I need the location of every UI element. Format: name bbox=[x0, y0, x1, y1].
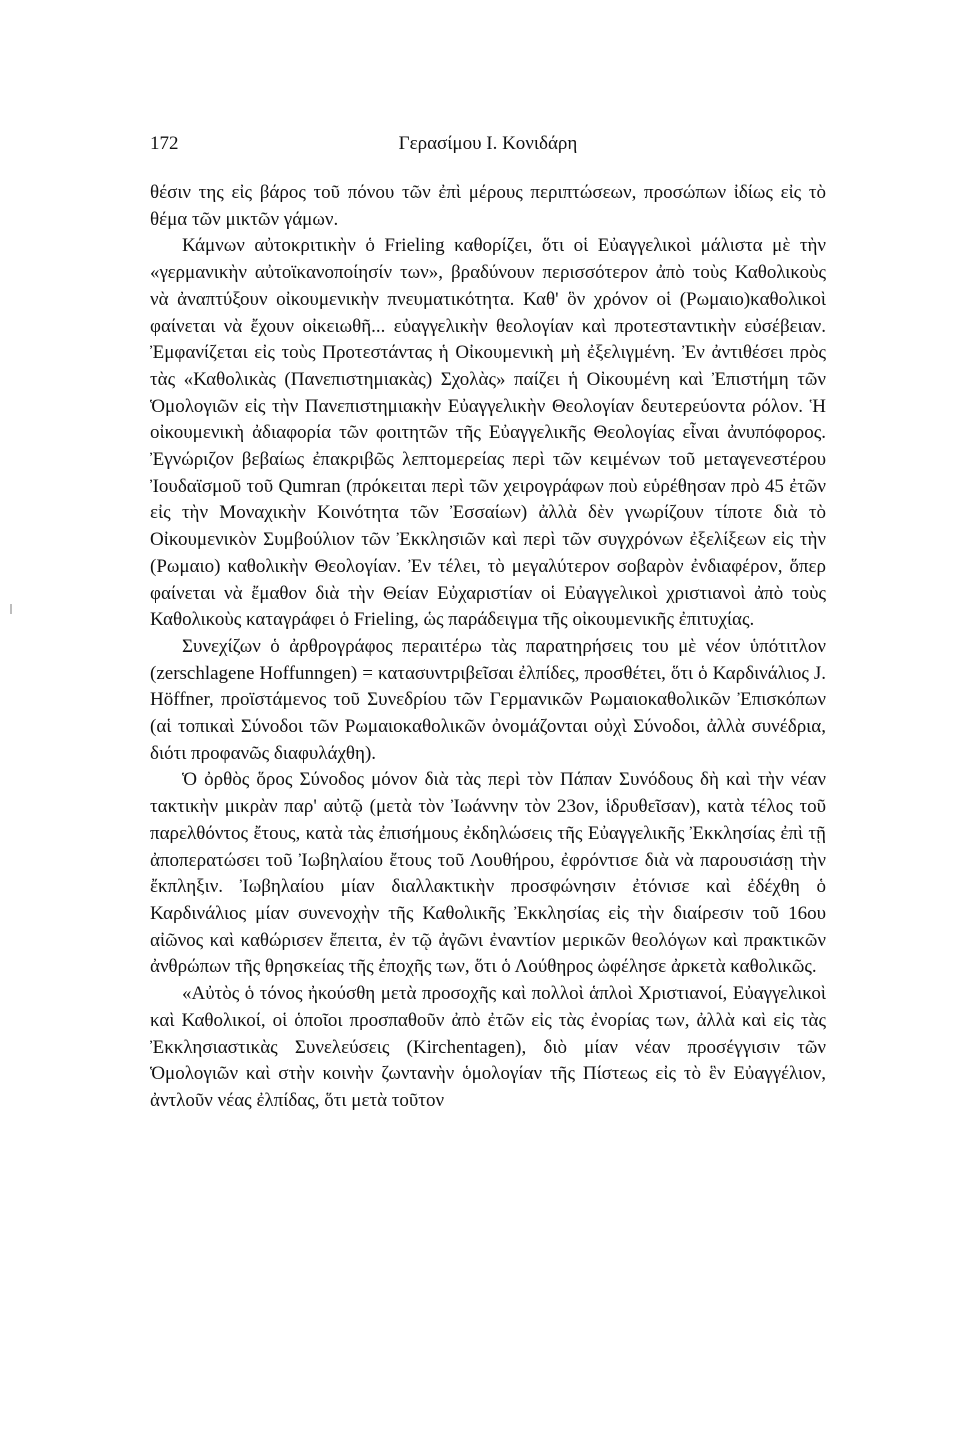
body-text bbox=[150, 180, 826, 1115]
scan-speck bbox=[10, 604, 12, 614]
paragraph-quote: «Αὐτὸς ὁ τόνος ἠκούσθη μετὰ προσοχῆς καὶ πολλοὶ ἁπλοὶ Χριστιανοί, Εὐαγγελικοὶ καὶ Καθολικοί, οἱ ὁποῖοι προσπαθοῦν ἀπὸ ἐτῶν εἰς τὰς ἐνορίας των, ἀλλὰ καὶ εἰς τὰς Ἐκκλησιαστικὰς Συνελεύσεις (Kirchentagen), διὸ μίαν νέαν προσέγγισιν τῶν Ὁμολογιῶν καὶ στὴν κοινὴν ζωντανὴν ὁμολογίαν τῆς Πίστεως εἰς τὸ ἓν Εὐαγγέλιον, ἀντλοῦν νέας ἐλπίδας, ὅτι μετὰ τοῦτον bbox=[150, 983, 826, 1111]
paragraph-hoffner: Συνεχίζων ὁ ἀρθρογράφος περαιτέρω τὰς παρατηρήσεις του μὲ νέον ὑπότιτλον (zerschlagene Hoffunngen) = κατασυντριβεῖσαι ἐλπίδες, προσθέτει, ὅτι ὁ Καρδινάλιος J. Höffner, προϊστάμενος τοῦ Συνεδρίου τῶν Γερμανικῶν Ρωμαιοκαθολικῶν Ἐπισκόπων (αἱ τοπικαὶ Σύνοδοι τῶν Ρωμαιοκαθολικῶν ὀνομάζονται οὐχὶ Σύνοδοι, ἀλλὰ συνέδρια, διότι προφανῶς διαφυλάχθη). bbox=[150, 635, 826, 764]
book-page bbox=[150, 128, 826, 1115]
paragraph-frieling: Κάμνων αὐτοκριτικὴν ὁ Frieling καθορίζει, ὅτι οἱ Εὐαγγελικοὶ μάλιστα μὲ τὴν «γερμανικὴν αὐτοϊκανοποίησίν των», βραδύνουν περισσότερον ἀπὸ τοὺς Καθολικοὺς νὰ ἀναπτύξουν οἰκουμενικὴν πνευματικότητα. Καθ' ὃν χρόνον οἱ (Ρωμαιο)καθολικοὶ φαίνεται νὰ ἔχουν οἰκειωθῆ... εὐαγγελικὴν θεολογίαν καὶ προτεσταντικὴν εὐσέβειαν. Ἐμφανίζεται εἰς τοὺς Προτεστάντας ἡ Οἰκουμενικὴ μὴ ἐξελιγμένη. Ἐν ἀντιθέσει πρὸς τὰς «Καθολικὰς (Πανεπιστημιακὰς) Σχολὰς» παίζει ἡ Οἰκουμένη καὶ Ἐπιστήμη τῶν Ὁμολογιῶν εἰς τὴν Πανεπιστημιακὴν Εὐαγγελικὴν Θεολογίαν δευτερεύοντα ρόλον. Ἡ οἰκουμενικὴ ἀδιαφορία τῶν φοιτητῶν τῆς Εὐαγγελικῆς Θεολογίας εἶναι ἀνυπόφορος. Ἐγνώριζον βεβαίως ἐπακριβῶς λεπτομερείας περὶ τῶν κειμένων τοῦ μεταγενεστέρου Ἰουδαϊσμοῦ τοῦ Qumran (πρόκειται περὶ τῶν χειρογράφων ποὺ εὑρέθησαν πρὸ 45 ἐτῶν εἰς τὴν Μοναχικὴν Κοινότητα τῶν Ἐσσαίων) ἀλλὰ δὲν γνωρίζουν τίποτε διὰ τὸ Οἰκουμενικὸν Συμβούλιον τῶν Ἐκκλησιῶν καὶ περὶ τῶν συγχρόνων ἐξελίξεων εἰς τὴν (Ρωμαιο) καθολικὴν Θεολογίαν. Ἐν τέλει, τὸ μεγαλύτερον σοβαρὸν ἐνδιαφέρον, ὅπερ φαίνεται νὰ ἔμαθον διὰ τὴν Θείαν Εὐχαριστίαν οἱ Εὐαγγελικοὶ χριστιανοὶ ἀπὸ τοὺς Καθολικοὺς καταγράφει ὁ Frieling, ὡς παράδειγμα τῆς οἰκουμενικῆς ἐπιτυχίας. bbox=[150, 235, 826, 631]
running-title: Γερασίμου Ι. Κονιδάρη bbox=[398, 133, 578, 154]
running-header bbox=[150, 128, 826, 160]
paragraph-continuation: θέσιν της εἰς βάρος τοῦ πόνου τῶν ἐπὶ μέρους περιπτώσεων, προσώπων ἰδίως εἰς τὸ θέμα τῶν μικτῶν γάμων. bbox=[150, 182, 826, 230]
paragraph-synod: Ὁ ὀρθὸς ὅρος Σύνοδος μόνον διὰ τὰς περὶ τὸν Πάπαν Συνόδους δὴ καὶ τὴν νέαν τακτικὴν μικρὰν παρ' αὐτῷ (μετὰ τὸν Ἰωάννην τὸν 23ον, ἱδρυθεῖσαν), κατὰ τέλος τοῦ παρελθόντος ἔτους, κατὰ τὰς ἐπισήμους ἐκδηλώσεις τῆς Εὐαγγελικῆς Ἐκκλησίας ἐπὶ τῇ ἀποπερατώσει τοῦ Ἰωβηλαίου ἔτους τοῦ Λουθήρου, ἐφρόντισε διὰ νὰ παρουσιάσῃ τὴν ἔκπληξιν. Ἰωβηλαίου μίαν διαλλακτικὴν προσφώνησιν ἐτόνισε καὶ ἐδέχθη ὁ Καρδινάλιος μίαν συνενοχὴν τῆς Καθολικῆς Ἐκκλησίας εἰς τὴν διαίρεσιν τοῦ 16ου αἰῶνος καὶ καθώρισεν ἔπειτα, ἐν τῷ ἀγῶνι ἐναντίον μερικῶν θεολόγων καὶ πρακτικῶν ἀνθρώπων τῆς θρησκείας τῆς ἐποχῆς των, ὅτι ὁ Λούθηρος ὠφέλησε ἀρκετὰ καθολικῶς. bbox=[150, 769, 826, 978]
page-number: 172 bbox=[150, 133, 179, 154]
